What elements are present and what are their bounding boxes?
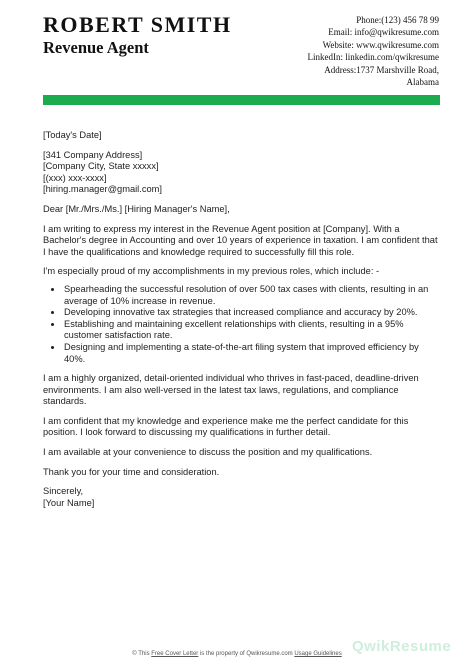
letter-thanks-paragraph: Thank you for your time and consideration. [43, 466, 220, 477]
recipient-phone: [(xxx) xxx-xxxx] [43, 172, 107, 183]
signature-name: [Your Name] [43, 497, 95, 508]
letter-date: [Today's Date] [43, 130, 102, 140]
list-item: • Designing and implementing a state-of-the-art filing system that improved efficiency by 40%. [63, 342, 441, 365]
letter-body [43, 130, 441, 517]
letter-intro-paragraph: I am writing to express my interest in the Revenue Agent position at [Company]. With a Bachelor's degree in Accounting and over 10 years of experience in taxation. I am confident that I have the qualifications and knowledge required to successfully fill this role. [43, 223, 438, 257]
letter-salutation: Dear [Mr./Mrs./Ms.] [Hiring Manager's Name], [43, 203, 230, 214]
contact-linkedin: LinkedIn: linkedin.com/qwikresume [307, 52, 439, 63]
list-item: • Developing innovative tax strategies that increased compliance and accuracy by 20%. [63, 307, 441, 319]
usage-guidelines-link[interactable]: Usage Guidelines [294, 651, 342, 657]
footer-middle-text: is the property of Qwikresume.com [199, 651, 293, 657]
header-divider-bar [43, 95, 440, 105]
recipient-email: [hiring.manager@gmail.com] [43, 184, 162, 195]
qwikresume-watermark-logo: QwikResume [352, 638, 452, 655]
letter-traits-paragraph: I am a highly organized, detail-oriented individual who thrives in fast-paced, deadline-driven environments. I am also well-versed in the latest tax laws, regulations, and compliance standards. [43, 373, 419, 407]
contact-address-line1: Address:1737 Marshville Road, [324, 64, 439, 75]
recipient-city: [Company City, State xxxxx] [43, 161, 159, 172]
closing-block [43, 486, 441, 509]
contact-address-line2: Alabama [406, 77, 439, 88]
candidate-name: ROBERT SMITH [43, 12, 232, 37]
contact-phone: Phone:(123) 456 78 99 [356, 15, 439, 25]
free-cover-letter-link[interactable]: Free Cover Letter [151, 651, 199, 657]
job-title: Revenue Agent [43, 38, 149, 57]
contact-website: Website: www.qwikresume.com [322, 39, 439, 50]
list-item: • Establishing and maintaining excellent relationships with clients, resulting in a 95% customer satisfaction rate. [63, 319, 441, 342]
accomplishments-list [43, 284, 441, 365]
letter-confident-paragraph: I am confident that my knowledge and experience make me the perfect candidate for this position. I look forward to discussing my qualifications in further detail. [43, 415, 409, 438]
contact-email: Email: info@qwikresume.com [328, 27, 439, 38]
recipient-block [43, 150, 441, 196]
letter-available-paragraph: I am available at your convenience to discuss the position and my qualifications. [43, 447, 373, 458]
contact-block [219, 14, 439, 88]
letter-closing: Sincerely, [43, 486, 84, 497]
accomplishments-lead: I'm especially proud of my accomplishments in my previous roles, which include: - [43, 266, 380, 277]
footer-prefix: © This [132, 651, 150, 657]
page-footer [0, 651, 474, 657]
list-item: • Spearheading the successful resolution of over 500 tax cases with clients, resulting in an average of 10% increase in revenue. [63, 284, 441, 307]
recipient-address: [341 Company Address] [43, 149, 143, 160]
